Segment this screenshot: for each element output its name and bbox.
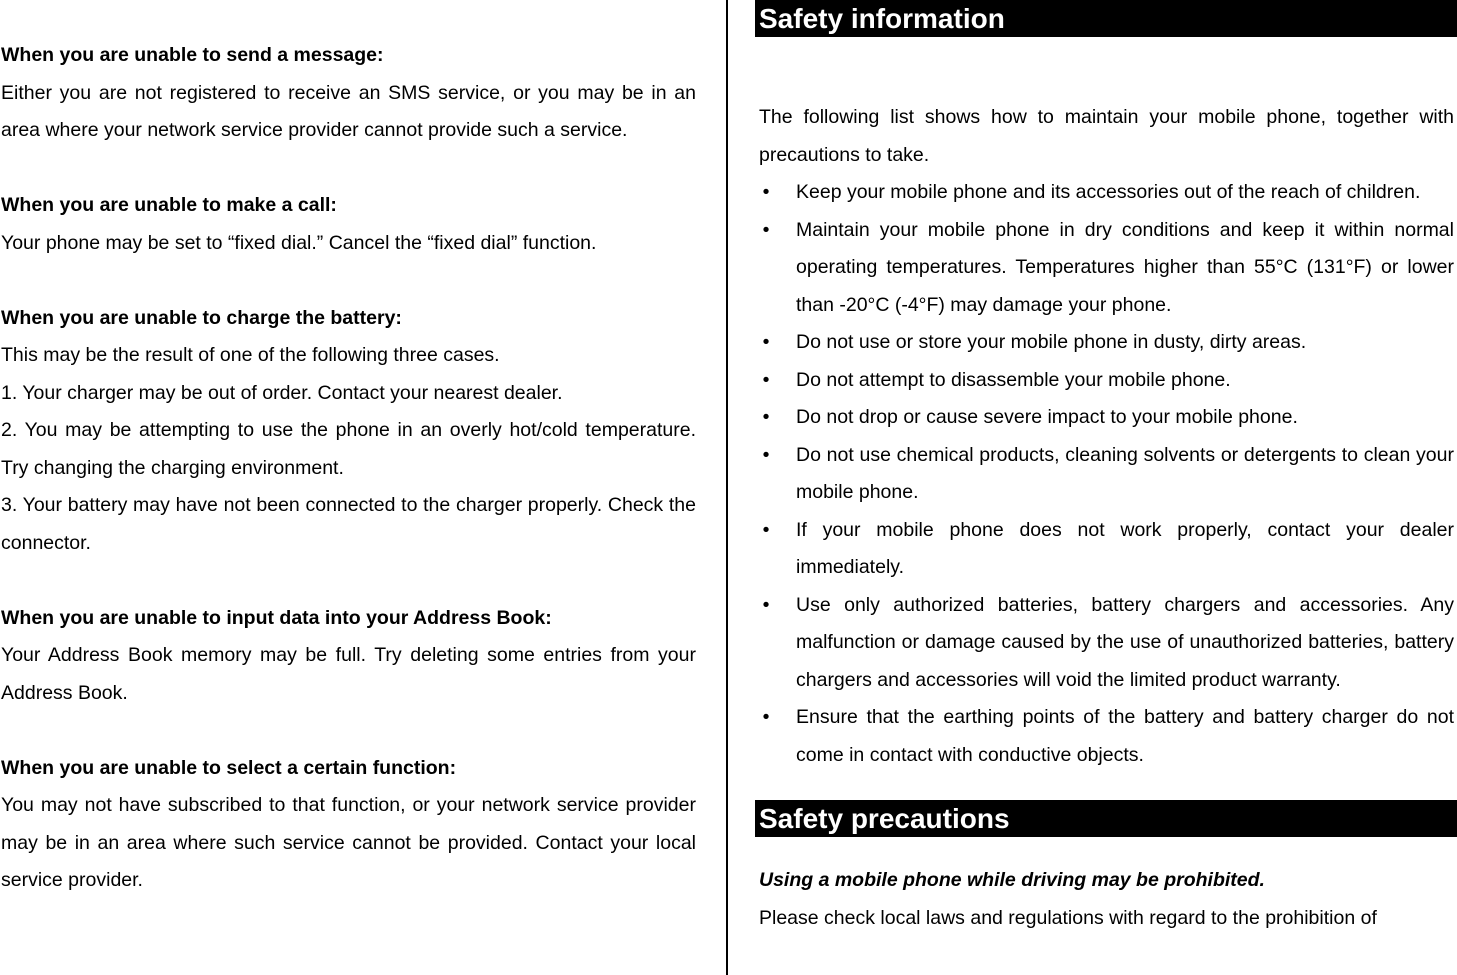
section-heading: When you are unable to input data into your Address Book: bbox=[1, 606, 552, 629]
bullet-icon: • bbox=[762, 218, 770, 241]
troubleshooting-section-make-call bbox=[1, 187, 696, 262]
list-item bbox=[755, 174, 1454, 212]
bullet-icon: • bbox=[762, 593, 770, 616]
bullet-icon: • bbox=[762, 443, 770, 466]
troubleshooting-section-address-book bbox=[1, 600, 696, 713]
section-text: Your Address Book memory may be full. Try deleting some entries from your Address Book. bbox=[1, 644, 696, 704]
section-heading: When you are unable to make a call: bbox=[1, 194, 337, 216]
section-heading: When you are unable to send a message: bbox=[1, 44, 384, 66]
driving-warning-heading: Using a mobile phone while driving may be prohibited. bbox=[759, 869, 1265, 891]
list-item-text: Do not attempt to disassemble your mobile phone. bbox=[796, 368, 1231, 391]
list-item-text: Use only authorized batteries, battery chargers and accessories. Any malfunction or damage caused by the use of unauthorized batteries, battery chargers and accessories will void the limited product warranty. bbox=[796, 593, 1454, 691]
list-item bbox=[755, 212, 1454, 325]
list-item bbox=[755, 399, 1454, 437]
section-text: This may be the result of one of the following three cases. bbox=[1, 344, 500, 366]
list-item-text: Do not use or store your mobile phone in dusty, dirty areas. bbox=[796, 331, 1307, 353]
case-item: 2. You may be attempting to use the phone in an overly hot/cold temperature. Try changing the charging environment. bbox=[1, 419, 696, 479]
bullet-icon: • bbox=[762, 706, 770, 728]
safety-information-title: Safety information bbox=[755, 0, 1457, 37]
list-item bbox=[755, 512, 1454, 587]
list-item bbox=[755, 324, 1454, 362]
troubleshooting-section-send-message bbox=[1, 37, 696, 150]
case-item: 1. Your charger may be out of order. Contact your nearest dealer. bbox=[1, 381, 563, 404]
list-item-text: Maintain your mobile phone in dry conditions and keep it within normal operating temperatures. Temperatures higher than 55°C (131°F) or lower than -20°C (-4°F) may damage your phone. bbox=[796, 218, 1454, 316]
bullet-icon: • bbox=[762, 331, 770, 353]
section-text: Your phone may be set to “fixed dial.” Cancel the “fixed dial” function. bbox=[1, 231, 597, 254]
case-item: 3. Your battery may have not been connected to the charger properly. Check the connector. bbox=[1, 494, 696, 554]
safety-intro-text: The following list shows how to maintain your mobile phone, together with precautions to take. bbox=[759, 106, 1454, 166]
safety-column bbox=[755, 0, 1454, 937]
list-item-text: Do not drop or cause severe impact to your mobile phone. bbox=[796, 406, 1298, 428]
safety-bullet-list bbox=[755, 174, 1454, 774]
section-text: Either you are not registered to receive an SMS service, or you may be in an area where your network service provider cannot provide such a service. bbox=[1, 81, 696, 141]
bullet-icon: • bbox=[762, 518, 770, 541]
section-text: You may not have subscribed to that function, or your network service provider may be in an area where such service cannot be provided. Contact your local service provider. bbox=[1, 794, 696, 891]
troubleshooting-column bbox=[1, 37, 696, 937]
troubleshooting-section-charge-battery bbox=[1, 300, 696, 563]
section-heading: When you are unable to charge the battery: bbox=[1, 306, 402, 329]
list-item bbox=[755, 587, 1454, 700]
list-item-text: Ensure that the earthing points of the battery and battery charger do not come in contact with conductive objects. bbox=[796, 706, 1454, 766]
bullet-icon: • bbox=[762, 181, 770, 203]
bullet-icon: • bbox=[762, 368, 770, 391]
list-item bbox=[755, 437, 1454, 512]
troubleshooting-section-select-function bbox=[1, 750, 696, 900]
bullet-icon: • bbox=[762, 406, 770, 428]
driving-warning-text: Please check local laws and regulations with regard to the prohibition of bbox=[759, 906, 1377, 929]
list-item bbox=[755, 362, 1454, 400]
safety-precautions-title: Safety precautions bbox=[755, 800, 1457, 837]
list-item-text: Do not use chemical products, cleaning solvents or detergents to clean your mobile phone. bbox=[796, 443, 1454, 503]
column-divider bbox=[726, 0, 728, 975]
section-heading: When you are unable to select a certain function: bbox=[1, 756, 457, 779]
list-item-text: If your mobile phone does not work properly, contact your dealer immediately. bbox=[796, 518, 1454, 578]
list-item bbox=[755, 699, 1454, 774]
list-item-text: Keep your mobile phone and its accessories out of the reach of children. bbox=[796, 181, 1421, 203]
